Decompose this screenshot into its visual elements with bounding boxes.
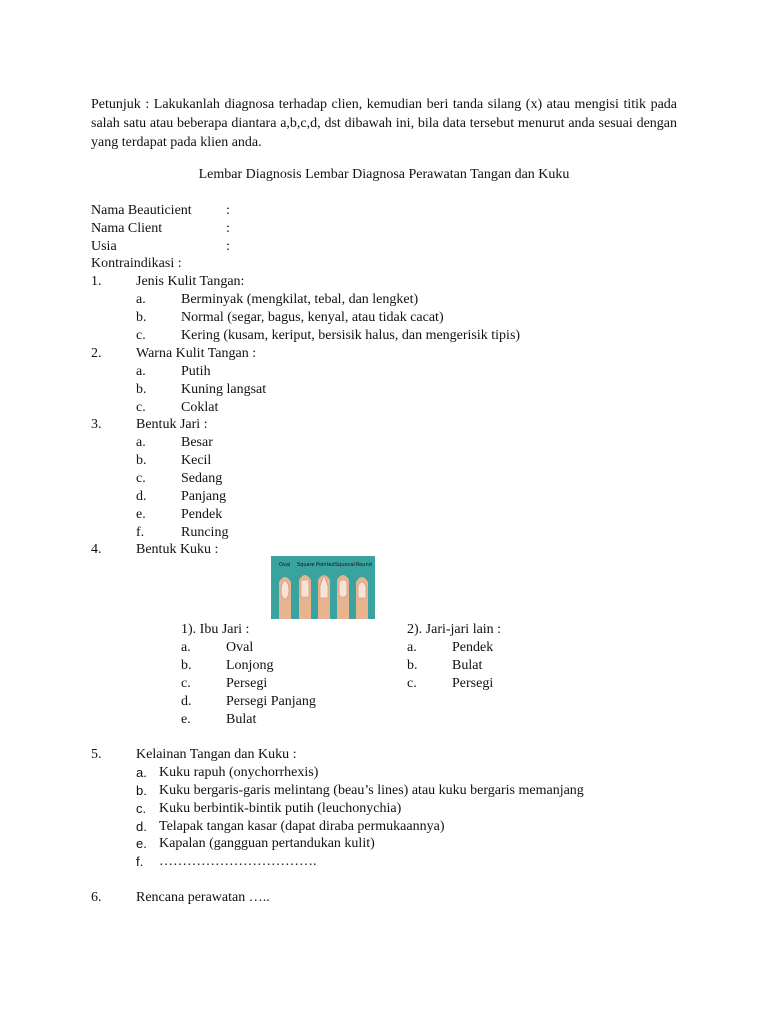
option-text: Lonjong xyxy=(226,658,274,673)
question-number: 1. xyxy=(91,274,102,289)
option-text: Pendek xyxy=(452,640,494,655)
nail-label-oval: Oval xyxy=(279,562,291,568)
option-text: Pendek xyxy=(181,507,223,522)
option-marker: c. xyxy=(407,676,417,691)
option-marker: d. xyxy=(136,819,147,834)
option-marker: b. xyxy=(136,453,147,468)
option-text: Bulat xyxy=(452,658,483,673)
nail-shapes-illustration xyxy=(271,556,375,619)
option-text: Persegi xyxy=(226,676,268,691)
option-marker: c. xyxy=(136,400,146,415)
contraindication-label: Kontraindikasi : xyxy=(91,256,182,271)
option-marker: d. xyxy=(136,489,147,504)
field-label-client: Nama Client xyxy=(91,221,163,236)
option-text: Kapalan (gangguan pertandukan kulit) xyxy=(159,836,375,851)
option-marker: a. xyxy=(136,435,146,450)
option-text: Kering (kusam, keriput, bersisik halus, dan mengerisik tipis) xyxy=(181,328,521,343)
question-label: Bentuk Kuku : xyxy=(136,542,219,557)
option-text: Kuku berbintik-bintik putih (leuchonychia) xyxy=(159,801,402,816)
nail-label-pointed: Pointed xyxy=(316,562,335,568)
option-marker: b. xyxy=(136,310,147,325)
field-separator: : xyxy=(226,221,230,236)
field-label-age: Usia xyxy=(91,239,117,254)
field-separator: : xyxy=(226,203,230,218)
nail-label-squoval: Squoval xyxy=(335,562,355,568)
option-marker: f. xyxy=(136,525,145,540)
question-label: Bentuk Jari : xyxy=(136,417,208,432)
option-text: Sedang xyxy=(181,471,223,486)
option-text: Berminyak (mengkilat, tebal, dan lengket) xyxy=(181,292,419,307)
question-number: 2. xyxy=(91,346,102,361)
option-text: Putih xyxy=(181,364,211,379)
option-marker: f. xyxy=(136,854,144,869)
question-number: 6. xyxy=(91,890,102,905)
option-text: Telapak tangan kasar (dapat diraba permukaannya) xyxy=(159,819,445,834)
question-label: Rencana perawatan ….. xyxy=(136,890,270,905)
option-marker: c. xyxy=(136,328,146,343)
question-number: 5. xyxy=(91,747,102,762)
option-text: Runcing xyxy=(181,525,229,540)
nail-label-round: Round xyxy=(356,562,372,568)
option-marker: d. xyxy=(181,694,192,709)
option-text: Oval xyxy=(226,640,254,655)
other-fingers-label: 2). Jari-jari lain : xyxy=(407,622,502,637)
option-marker: a. xyxy=(136,292,146,307)
option-marker: a. xyxy=(136,765,147,780)
option-fill-in-blank: ……………………………. xyxy=(159,854,317,869)
option-marker: b. xyxy=(136,382,147,397)
field-label-beautician: Nama Beauticient xyxy=(91,203,192,218)
question-number: 4. xyxy=(91,542,102,557)
option-marker: e. xyxy=(136,507,146,522)
option-marker: b. xyxy=(181,658,192,673)
option-text: Besar xyxy=(181,435,213,450)
option-text: Persegi xyxy=(452,676,494,691)
option-text: Bulat xyxy=(226,712,257,727)
instructions-paragraph: Petunjuk : Lakukanlah diagnosa terhadap clien, kemudian beri tanda silang (x) atau mengisi titik pada salah satu atau beberapa diantara a,b,c,d, dst dibawah ini, bila data tersebut menurut anda sesuai dengan yang terdapat pada klien anda. xyxy=(91,97,677,150)
option-marker: c. xyxy=(136,471,146,486)
thumb-label: 1). Ibu Jari : xyxy=(181,622,250,637)
option-text: Panjang xyxy=(181,489,227,504)
option-text: Kuku rapuh (onychorrhexis) xyxy=(159,765,319,780)
option-marker: c. xyxy=(136,801,147,816)
option-marker: b. xyxy=(407,658,418,673)
option-marker: e. xyxy=(136,836,147,851)
question-label: Kelainan Tangan dan Kuku : xyxy=(136,747,297,762)
field-separator: : xyxy=(226,239,230,254)
option-text: Kuning langsat xyxy=(181,382,267,397)
option-text: Kuku bergaris-garis melintang (beau’s lines) atau kuku bergaris memanjang xyxy=(159,783,584,798)
option-text: Persegi Panjang xyxy=(226,694,316,709)
option-marker: b. xyxy=(136,783,147,798)
nail-label-square: Square xyxy=(297,562,315,568)
question-label: Warna Kulit Tangan : xyxy=(136,346,257,361)
question-number: 3. xyxy=(91,417,102,432)
option-text: Coklat xyxy=(181,400,219,415)
form-title: Lembar Diagnosis Lembar Diagnosa Perawatan Tangan dan Kuku xyxy=(198,167,570,182)
option-marker: a. xyxy=(407,640,417,655)
question-label: Jenis Kulit Tangan: xyxy=(136,274,245,289)
option-marker: a. xyxy=(136,364,146,379)
option-marker: e. xyxy=(181,712,191,727)
option-text: Kecil xyxy=(181,453,212,468)
option-text: Normal (segar, bagus, kenyal, atau tidak cacat) xyxy=(181,310,444,325)
nail-shapes-image xyxy=(271,556,375,619)
option-marker: c. xyxy=(181,676,191,691)
option-marker: a. xyxy=(181,640,191,655)
